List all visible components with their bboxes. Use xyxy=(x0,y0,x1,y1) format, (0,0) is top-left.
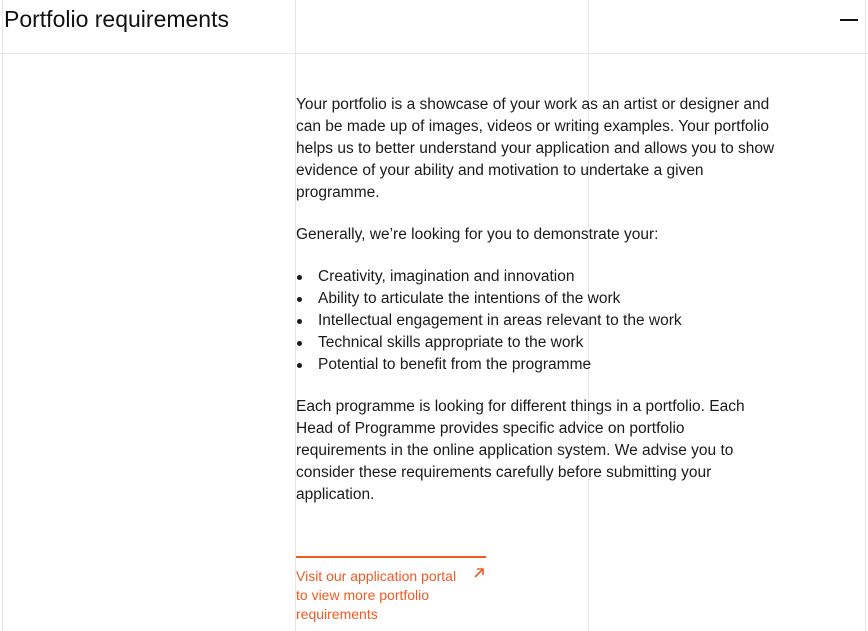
list-item: Potential to benefit from the programme xyxy=(318,354,776,376)
accordion-content xyxy=(296,94,776,526)
list-item: Creativity, imagination and innovation xyxy=(318,266,776,288)
list-item: Technical skills appropriate to the work xyxy=(318,332,776,354)
criteria-list xyxy=(296,266,776,376)
accordion-header[interactable] xyxy=(0,0,868,54)
external-arrow-icon xyxy=(472,566,486,580)
application-portal-link[interactable] xyxy=(296,556,486,624)
minus-icon[interactable] xyxy=(840,10,860,30)
closing-paragraph: Each programme is looking for different things in a portfolio. Each Head of Programme provides specific advice on portfolio requirements in the online application system. We advise you to consider these requirements carefully before submitting your application. xyxy=(296,398,745,503)
grid-line xyxy=(2,0,3,631)
accordion-title: Portfolio requirements xyxy=(4,6,229,32)
list-item: Ability to articulate the intentions of the work xyxy=(318,288,776,310)
lead-paragraph: Generally, we’re looking for you to demonstrate your: xyxy=(296,226,659,243)
intro-paragraph: Your portfolio is a showcase of your work as an artist or designer and can be made up of images, videos or writing examples. Your portfolio helps us to better understand your application and allows you to show evidence of your ability and motivation to undertake a given programme. xyxy=(296,96,775,201)
grid-line xyxy=(865,0,866,631)
portal-link-label: Visit our application portal to view more portfolio requirements xyxy=(296,568,457,622)
list-item: Intellectual engagement in areas relevant to the work xyxy=(318,310,776,332)
